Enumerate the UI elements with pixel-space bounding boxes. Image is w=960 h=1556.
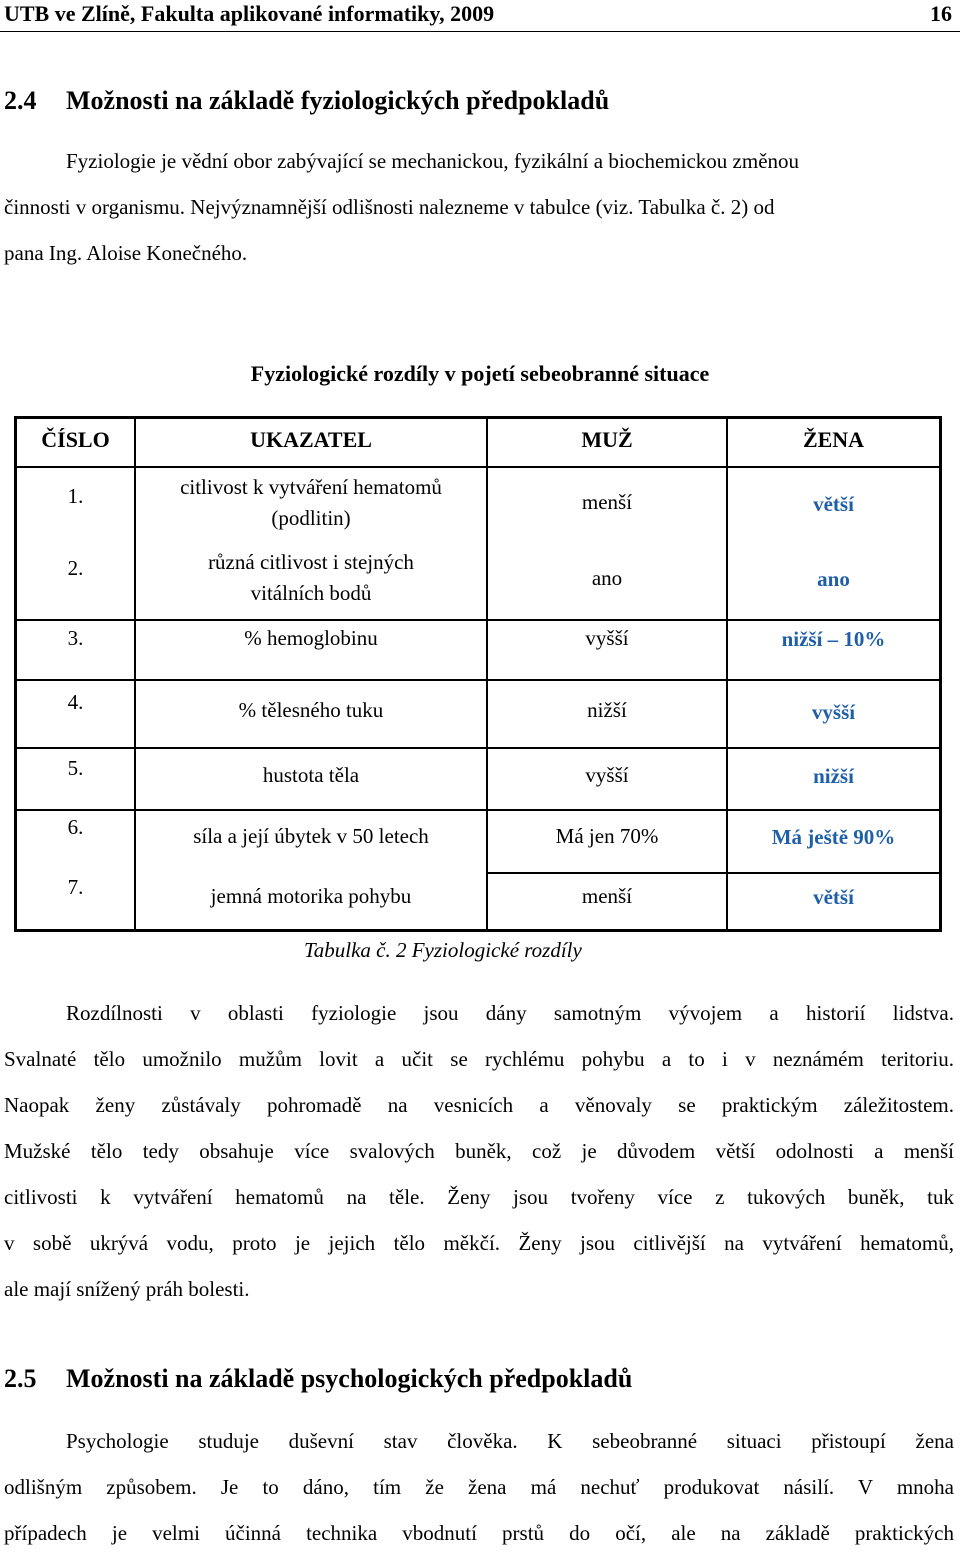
paragraph-line: citlivosti k vytváření hematomů na těle. Ženy jsou tvořeny více z tukových buněk, tuk xyxy=(4,1185,954,1209)
table-indicator-line: síla a její úbytek v 50 letech xyxy=(193,824,429,848)
paragraph-line: Svalnaté tělo umožnilo mužům lovit a učit se rychlému pohybu a to i v neznámém teritoriu. xyxy=(4,1047,954,1071)
table-indicator-line: % hemoglobinu xyxy=(244,626,378,650)
table-woman-value: nižší xyxy=(813,764,854,788)
table-grid-line xyxy=(17,747,939,749)
table-header-cell: UKAZATEL xyxy=(250,427,372,452)
table-indicator-line: hustota těla xyxy=(262,763,360,787)
table-header-cell: MUŽ xyxy=(581,427,633,452)
table-row-number: 3. xyxy=(67,626,84,650)
table-woman-value: větší xyxy=(813,885,854,909)
table-indicator-line: různá citlivost i stejných xyxy=(208,550,414,574)
table-man-value: vyšší xyxy=(585,763,629,787)
paragraph-line: případech je velmi účinná technika vbodnutí prstů do očí, ale na základě praktických xyxy=(4,1521,954,1545)
paragraph-line: Mužské tělo tedy obsahuje více svalových buněk, což je důvodem větší odolnosti a menší xyxy=(4,1139,954,1163)
table-woman-value: Má ještě 90% xyxy=(771,825,896,849)
table-indicator-line: citlivost k vytváření hematomů xyxy=(180,475,442,499)
table-man-value: ano xyxy=(591,566,623,590)
table-row-number: 5. xyxy=(67,756,84,780)
table-man-value: menší xyxy=(581,490,633,514)
table-indicator-line: % tělesného tuku xyxy=(238,698,384,722)
table-title: Fyziologické rozdíly v pojetí sebeobranné situace xyxy=(250,361,710,386)
table-man-value: vyšší xyxy=(585,626,629,650)
table-grid-line xyxy=(17,809,939,811)
section-number: 2.5 xyxy=(4,1364,37,1393)
table-man-value: nižší xyxy=(587,698,627,722)
table-caption: Tabulka č. 2 Fyziologické rozdíly xyxy=(304,938,582,962)
table-row-number: 4. xyxy=(67,690,84,714)
table-indicator-line: vitálních bodů xyxy=(250,581,372,605)
paragraph-line: odlišným způsobem. Je to dáno, tím že žena má nechuť produkovat násilí. V mnoha xyxy=(4,1475,954,1499)
table-woman-value: větší xyxy=(813,492,854,516)
table-row-number: 2. xyxy=(67,556,84,580)
table-man-value: Má jen 70% xyxy=(555,824,659,848)
paragraph-line: Psychologie studuje duševní stav člověka. K sebeobranné situaci přistoupí žena xyxy=(66,1429,954,1453)
paragraph-line: ale mají snížený práh bolesti. xyxy=(4,1277,250,1301)
section-title: Možnosti na základě fyziologických předpokladů xyxy=(66,86,610,115)
table-man-value: menší xyxy=(581,884,633,908)
table-woman-value: ano xyxy=(817,567,850,591)
table-woman-value: nižší – 10% xyxy=(781,627,886,651)
header-divider xyxy=(0,31,960,32)
paragraph-line: pana Ing. Aloise Konečného. xyxy=(4,241,248,265)
table-header-cell: ŽENA xyxy=(802,427,865,452)
paragraph-line: Fyziologie je vědní obor zabývající se mechanickou, fyzikální a biochemickou změnou xyxy=(66,149,800,173)
table-grid-line xyxy=(17,619,939,621)
paragraph-line: činnosti v organismu. Nejvýznamnější odlišnosti nalezneme v tabulce (viz. Tabulka č. 2) od xyxy=(4,195,775,219)
table-woman-value: vyšší xyxy=(811,700,856,724)
table-grid-line xyxy=(486,872,939,874)
table-indicator-line: (podlitin) xyxy=(271,506,351,530)
table-row-number: 6. xyxy=(67,815,84,839)
paragraph-line: Naopak ženy zůstávaly pohromadě na vesnicích a věnovaly se praktickým záležitostem. xyxy=(4,1093,954,1117)
table-grid-line xyxy=(17,466,939,468)
table-header-cell: ČÍSLO xyxy=(41,427,110,452)
table-grid-line xyxy=(17,679,939,681)
paragraph-line: v sobě ukrývá vodu, proto je jejich tělo měkčí. Ženy jsou citlivější na vytváření hematomů, xyxy=(4,1231,954,1255)
table-row-number: 7. xyxy=(67,875,84,899)
section-number: 2.4 xyxy=(4,86,37,115)
running-header-title: UTB ve Zlíně, Fakulta aplikované informatiky, 2009 xyxy=(4,1,495,26)
table-row-number: 1. xyxy=(67,484,84,508)
section-heading-2-5 xyxy=(4,1362,632,1396)
table-indicator-line: jemná motorika pohybu xyxy=(210,884,412,908)
section-title: Možnosti na základě psychologických předpokladů xyxy=(66,1364,633,1393)
section-heading-2-4 xyxy=(4,84,609,118)
physiology-table xyxy=(14,416,942,932)
paragraph-line: Rozdílnosti v oblasti fyziologie jsou dány samotným vývojem a historií lidstva. xyxy=(66,1001,954,1025)
page-number: 16 xyxy=(930,1,952,26)
